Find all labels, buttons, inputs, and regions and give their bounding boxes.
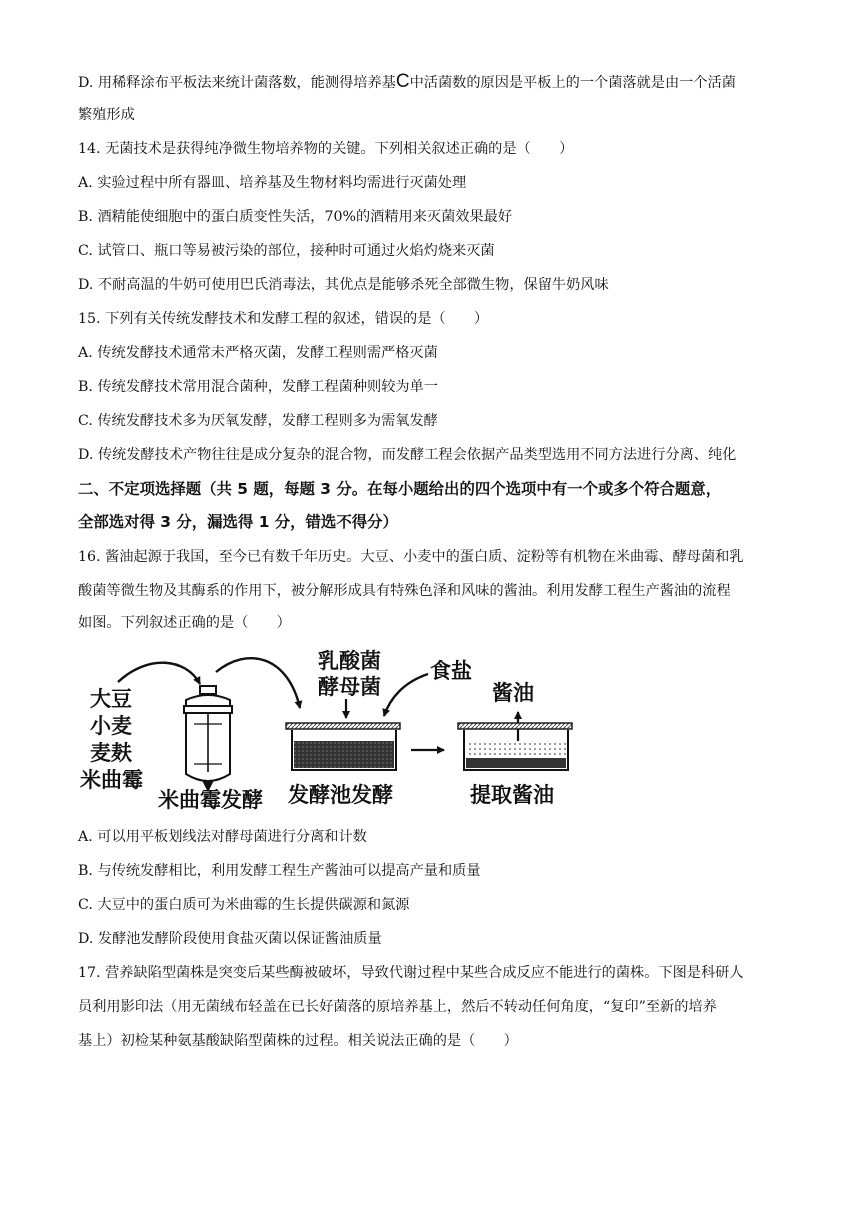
question-16-stem-line3: 如图。下列叙述正确的是（ ） [78,615,291,631]
question-15-stem: 15. 下列有关传统发酵技术和发酵工程的叙述，错误的是（ ） [78,311,489,327]
ingredient-label: 麦麸 [90,741,132,765]
question-16-option-d: D. 发酵池发酵阶段使用食盐灭菌以保证酱油质量 [78,931,382,947]
option-13d-line2: 繁殖形成 [78,107,135,123]
extraction-tank-icon [458,723,572,770]
ingredient-label: 大豆 [90,687,132,711]
question-14-option-c: C. 试管口、瓶口等易被污染的部位，接种时可通过火焰灼烧来灭菌 [78,243,495,259]
stage-label: 发酵池发酵 [288,783,393,807]
question-17-stem-line1: 17. 营养缺陷型菌株是突变后某些酶被破坏，导致代谢过程中某些合成反应不能进行的菌株。下图是科研人 [78,965,744,981]
product-label: 酱油 [492,681,534,705]
question-17-stem-line3: 基上）初检某种氨基酸缺陷型菌株的过程。相关说法正确的是（ ） [78,1033,518,1049]
flow-arrow [384,674,428,716]
ingredient-label: 小麦 [90,714,132,738]
question-16-option-b: B. 与传统发酵相比，利用发酵工程生产酱油可以提高产量和质量 [78,863,481,879]
section-2-heading-line1: 二、不定项选择题（共 5 题，每题 3 分。在每小题给出的四个选项中有一个或多个符合题意， [78,480,722,498]
question-14-option-b: B. 酒精能使细胞中的蛋白质变性失活，70%的酒精用来灭菌效果最好 [78,209,513,225]
fermenter-icon [184,686,232,790]
microbe-label: 酵母菌 [318,675,381,699]
question-16-option-c: C. 大豆中的蛋白质可为米曲霉的生长提供碳源和氮源 [78,897,410,913]
stage-label: 提取酱油 [470,783,554,807]
soy-sauce-process-diagram [78,642,598,820]
salt-label: 食盐 [430,659,472,683]
question-16-option-a: A. 可以用平板划线法对酵母菌进行分离和计数 [78,829,367,845]
text: C [395,71,410,92]
ingredient-label: 米曲霉 [80,768,143,792]
text: D. 用稀释涂布平板法来统计菌落数，能测得培养基 [78,75,396,91]
question-17-stem-line2: 员利用影印法（用无菌绒布轻盖在已长好菌落的原培养基上，然后不转动任何角度，“复印”至新的培养 [78,999,717,1015]
microbe-label: 乳酸菌 [318,649,381,673]
question-14-option-a: A. 实验过程中所有器皿、培养基及生物材料均需进行灭菌处理 [78,175,467,191]
stage-label: 米曲霉发酵 [158,788,263,812]
question-15-option-c: C. 传统发酵技术多为厌氧发酵，发酵工程则多为需氧发酵 [78,413,438,429]
option-13d-line1 [78,72,736,93]
question-15-option-a: A. 传统发酵技术通常未严格灭菌，发酵工程则需严格灭菌 [78,345,438,361]
question-15-option-b: B. 传统发酵技术常用混合菌种，发酵工程菌种则较为单一 [78,379,438,395]
text: 中活菌数的原因是平板上的一个菌落就是由一个活菌 [409,75,736,91]
question-15-option-d: D. 传统发酵技术产物往往是成分复杂的混合物，而发酵工程会依据产品类型选用不同方法进行分离、纯化 [78,447,737,463]
flow-arrow [118,663,200,684]
question-14-stem: 14. 无菌技术是获得纯净微生物培养物的关键。下列相关叙述正确的是（ ） [78,141,574,157]
question-16-stem-line1: 16. 酱油起源于我国，至今已有数千年历史。大豆、小麦中的蛋白质、淀粉等有机物在米曲霉、酵母菌和乳 [78,549,744,565]
section-2-heading-line2: 全部选对得 3 分，漏选得 1 分，错选不得分） [78,513,398,531]
question-16-stem-line2: 酸菌等微生物及其酶系的作用下，被分解形成具有特殊色泽和风味的酱油。利用发酵工程生产酱油的流程 [78,583,731,599]
question-14-option-d: D. 不耐高温的牛奶可使用巴氏消毒法，其优点是能够杀死全部微生物，保留牛奶风味 [78,277,609,293]
fermentation-tank-icon [286,723,400,770]
